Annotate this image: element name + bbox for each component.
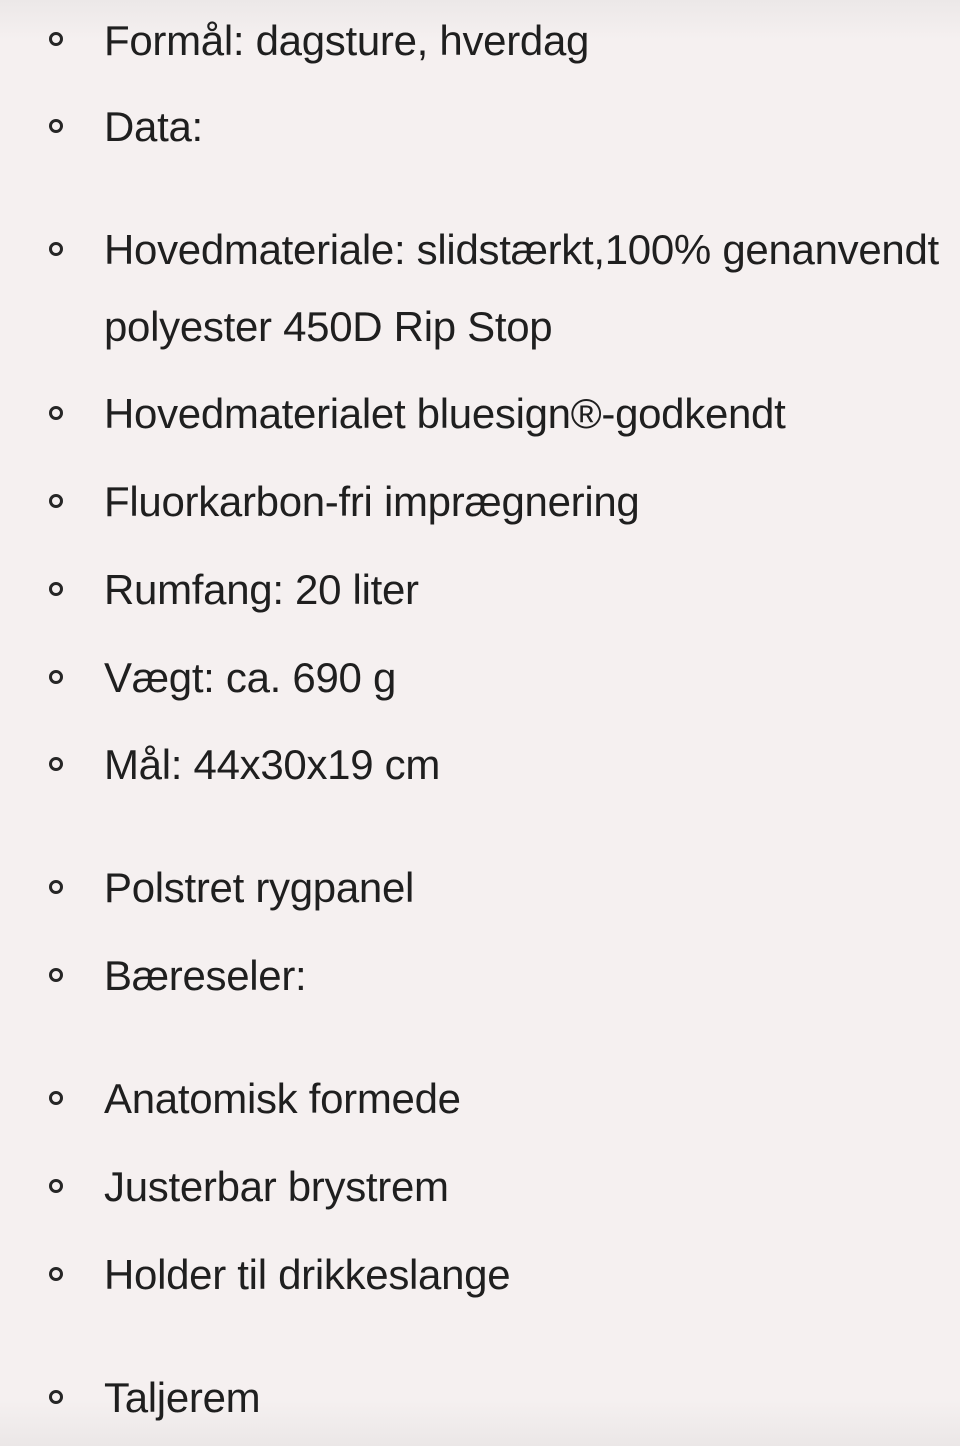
list-item-text: Hovedmateriale: slidstærkt,100% genanvendt polyester 450D Rip Stop <box>104 226 939 350</box>
list-item-text: Rumfang: 20 liter <box>104 566 419 613</box>
list-item-text: Fluorkarbon-fri imprægnering <box>104 478 640 525</box>
circle-bullet-icon <box>49 32 63 46</box>
list-item-text: Data: <box>104 103 203 150</box>
circle-bullet-icon <box>49 1267 63 1281</box>
list-item-text: Hovedmaterialet bluesign®-godkendt <box>104 390 786 437</box>
circle-bullet-icon <box>49 406 63 420</box>
circle-bullet-icon <box>49 968 63 982</box>
circle-bullet-icon <box>49 1390 63 1404</box>
list-item-text: Justerbar brystrem <box>104 1163 449 1210</box>
circle-bullet-icon <box>49 582 63 596</box>
circle-bullet-icon <box>49 1091 63 1105</box>
circle-bullet-icon <box>49 1179 63 1193</box>
circle-bullet-icon <box>49 670 63 684</box>
circle-bullet-icon <box>49 242 63 256</box>
list-item-text: Bæreseler: <box>104 952 307 999</box>
circle-bullet-icon <box>49 880 63 894</box>
circle-bullet-icon <box>49 757 63 771</box>
list-item-text: Taljerem <box>104 1374 261 1421</box>
list-item-text: Anatomisk formede <box>104 1075 461 1122</box>
list-item-text: Vægt: ca. 690 g <box>104 654 397 701</box>
list-item-text: Polstret rygpanel <box>104 864 415 911</box>
list-item-text: Holder til drikkeslange <box>104 1251 511 1298</box>
list-item-text: Formål: dagsture, hverdag <box>104 17 590 64</box>
circle-bullet-icon <box>49 494 63 508</box>
list-item-text: Mål: 44x30x19 cm <box>104 741 441 788</box>
circle-bullet-icon <box>49 119 63 133</box>
